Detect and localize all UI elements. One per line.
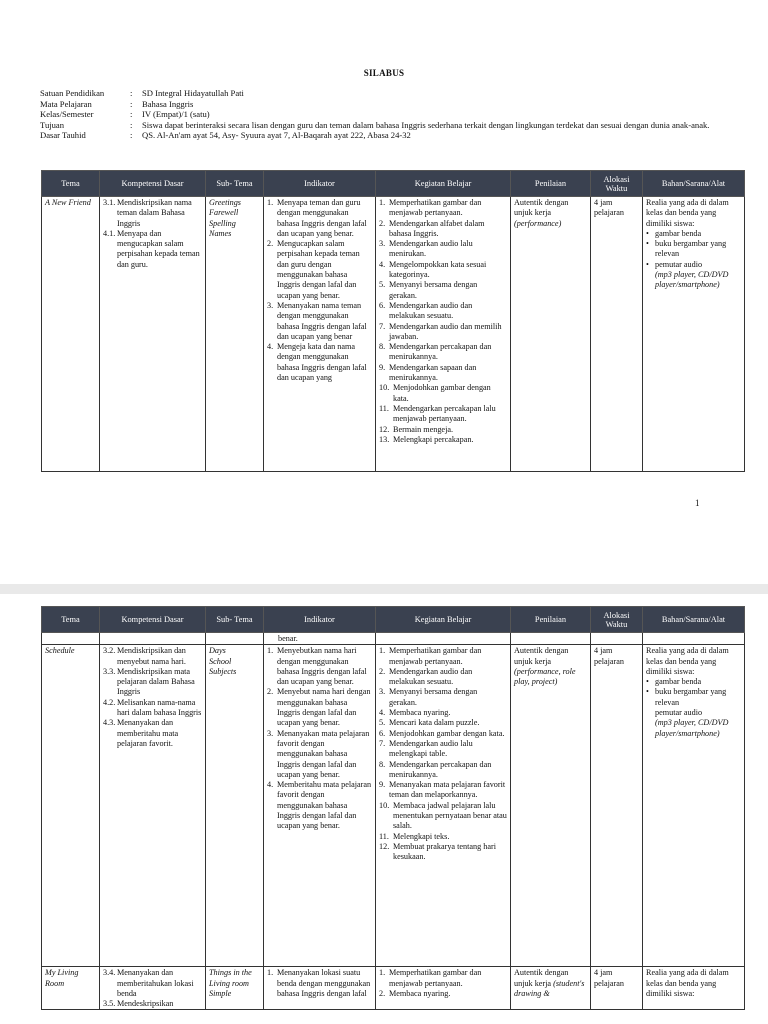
kegiatan-number: 8. — [379, 759, 386, 769]
header-indikator: Indikator — [264, 607, 376, 633]
bahan-devices: (mp3 player, CD/DVD player/smartphone) — [655, 718, 729, 738]
kompetensi-text: Mendiskripsikan mata pelajaran dalam Bahasa Inggris — [117, 666, 195, 697]
sub-tema-item: Greetings — [209, 198, 241, 207]
document-title: SILABUS — [363, 68, 405, 78]
header-bahan: Bahan/Sarana/Alat — [643, 171, 745, 197]
kegiatan-item — [379, 718, 507, 728]
continuation-text: benar. — [264, 633, 376, 645]
alokasi-cell: 4 jam pelajaran — [591, 197, 643, 472]
indikator-text: Mengeja kata dan nama dengan menggunakan bahasa Inggris dengan lafal dan ucapan yang — [277, 342, 367, 383]
penilaian-type: (performance) — [514, 218, 562, 228]
header-tema: Tema — [42, 171, 100, 197]
header-sub-tema: Sub- Tema — [206, 171, 264, 197]
kegiatan-number: 1. — [379, 646, 386, 656]
meta-colon: : — [130, 109, 133, 119]
indikator-number: 2. — [267, 687, 274, 697]
kompetensi-number: 3.2. — [103, 646, 116, 656]
bahan-cell — [643, 197, 745, 472]
penilaian-text: Autentik dengan unjuk kerja — [514, 646, 569, 666]
kegiatan-number: 3. — [379, 239, 386, 249]
document-page-2 — [0, 594, 768, 1024]
meta-label: Mata Pelajaran — [40, 98, 92, 109]
header-alokasi-waktu: Alokasi Waktu — [591, 607, 643, 633]
penilaian-text: Autentik dengan unjuk kerja — [514, 198, 569, 218]
kegiatan-text: Melengkapi teks. — [393, 831, 450, 841]
bahan-item-text: buku bergambar yang relevan — [655, 687, 727, 707]
kegiatan-item — [379, 383, 507, 404]
kegiatan-number: 9. — [379, 780, 386, 790]
sub-tema-item: Days — [209, 646, 226, 656]
kegiatan-number: 8. — [379, 342, 386, 352]
meta-value: QS. Al-An'am ayat 54, Asy- Syuura ayat 7, Al-Baqarah ayat 222, Abasa 24-32 — [142, 130, 411, 140]
kegiatan-item — [379, 404, 507, 425]
bahan-item-text: pemutar audio — [655, 259, 703, 269]
kompetensi-cell — [100, 197, 206, 472]
meta-value: Siswa dapat berinteraksi secara lisan dengan guru dan teman dalam bahasa Inggris sederhana terkait dengan lingkungan terdekat dan sesuai dengan dunia anak-anak. — [142, 119, 710, 130]
bahan-item-text: gambar benda — [655, 228, 702, 238]
bullet-icon: • — [646, 677, 649, 687]
kegiatan-text: Mendengarkan percakapan dan menirukannya. — [389, 342, 492, 362]
bahan-item — [646, 677, 741, 687]
indikator-number: 1. — [267, 646, 274, 656]
header-kegiatan-belajar: Kegiatan Belajar — [376, 171, 511, 197]
kegiatan-item — [379, 646, 507, 667]
bullet-icon: • — [646, 687, 649, 697]
kompetensi-text: Mendiskripsikan dan menyebut nama hari. — [117, 646, 186, 666]
meta-colon: : — [130, 130, 133, 140]
header-bahan: Bahan/Sarana/Alat — [643, 607, 745, 633]
kegiatan-text: Menyanyi bersama dengan gerakan. — [389, 687, 478, 707]
kegiatan-item — [379, 363, 507, 384]
bahan-intro: Realia yang ada di dalam kelas dan benda yang dimiliki siswa: — [646, 646, 729, 676]
indikator-text: Menanyakan nama teman dengan menggunakan bahasa Inggris dengan lafal dan ucapan yang benar — [277, 300, 367, 341]
syllabus-meta — [40, 88, 740, 141]
kegiatan-text: Membaca nyaring. — [389, 708, 451, 718]
indikator-text: Menyebut nama hari dengan menggunakan bahasa Inggris dengan lafal dan ucapan yang benar. — [277, 687, 371, 728]
header-kegiatan-belajar: Kegiatan Belajar — [376, 607, 511, 633]
kegiatan-item — [379, 739, 507, 760]
kegiatan-number: 6. — [379, 300, 386, 310]
kompetensi-text: Mendeskripsikan — [117, 999, 174, 1009]
kegiatan-text: Menanyakan mata pelajaran favorit teman dan melaporkannya. — [389, 780, 506, 800]
kompetensi-item — [103, 968, 202, 999]
kompetensi-item — [103, 229, 202, 270]
indikator-number: 4. — [267, 780, 274, 790]
bahan-item — [646, 260, 741, 270]
kegiatan-text: Mendengarkan audio lalu menirukan. — [389, 239, 473, 259]
bahan-devices: (mp3 player, CD/DVD player/smartphone) — [655, 270, 729, 290]
kompetensi-item — [103, 198, 202, 229]
header-sub-tema: Sub- Tema — [206, 607, 264, 633]
bullet-icon: • — [646, 228, 649, 238]
meta-row — [40, 109, 740, 120]
meta-label: Dasar Tauhid — [40, 130, 86, 140]
meta-row — [40, 120, 740, 131]
kegiatan-item — [379, 832, 507, 842]
kegiatan-number: 9. — [379, 362, 386, 372]
kompetensi-text: Menanyakan dan memberitahu mata pelajaran favorit. — [117, 718, 179, 748]
kompetensi-item — [103, 718, 202, 749]
kegiatan-item — [379, 989, 507, 999]
indikator-cell — [264, 967, 376, 1010]
kegiatan-item — [379, 968, 507, 989]
sub-tema-item: Spelling — [209, 218, 236, 228]
tema-cell: A New Friend — [42, 197, 100, 472]
kompetensi-number: 4.2. — [103, 697, 116, 707]
table-header-row — [42, 171, 745, 197]
sub-tema-item: School — [209, 656, 232, 666]
kegiatan-text: Mendengarkan audio dan melakukan sesuatu. — [389, 666, 473, 687]
kegiatan-number: 3. — [379, 687, 386, 697]
kompetensi-number: 4.3. — [103, 718, 116, 728]
kegiatan-cell — [376, 197, 511, 472]
sub-tema-item: Farewell — [209, 208, 239, 218]
sub-tema-item: Simple — [209, 988, 232, 998]
indikator-text: Menyebutkan nama hari dengan menggunakan bahasa Inggris dengan lafal dan ucapan yang benar. — [277, 646, 367, 687]
header-kompetensi-dasar: Kompetensi Dasar — [100, 171, 206, 197]
kegiatan-text: Memperhatikan gambar dan menjawab pertanyaan. — [389, 646, 482, 666]
meta-colon: : — [130, 119, 133, 130]
kegiatan-text: Mendengarkan percakapan lalu menjawab pertanyaan. — [393, 403, 496, 424]
meta-label: Kelas/Semester — [40, 109, 94, 119]
kegiatan-number: 7. — [379, 738, 386, 748]
syllabus-table-continued — [41, 606, 745, 1010]
kegiatan-item — [379, 280, 507, 301]
kegiatan-item — [379, 260, 507, 281]
page-number: 1 — [695, 498, 700, 508]
kegiatan-number: 2. — [379, 666, 386, 676]
kegiatan-text: Mendengarkan audio lalu melengkapi table. — [389, 738, 473, 759]
sub-tema-item: Things in the Living room — [209, 968, 252, 988]
indikator-cell — [264, 197, 376, 472]
sub-tema-item: Names — [209, 228, 232, 238]
kegiatan-text: Membuat prakarya tentang hari kesukaan. — [393, 841, 496, 862]
indikator-cell — [264, 645, 376, 967]
meta-label: Satuan Pendidikan — [40, 88, 105, 98]
kegiatan-text: Mengelompokkan kata sesuai kategorinya. — [389, 259, 487, 280]
kegiatan-number: 12. — [379, 424, 390, 434]
kegiatan-number: 6. — [379, 728, 386, 738]
kegiatan-text: Mendengarkan audio dan memilih jawaban. — [389, 321, 502, 341]
indikator-item — [267, 301, 372, 342]
meta-colon: : — [130, 98, 133, 109]
kegiatan-text: Mendengarkan alfabet dalam bahasa Inggris. — [389, 218, 485, 238]
header-kompetensi-dasar: Kompetensi Dasar — [100, 607, 206, 633]
kegiatan-text: Melengkapi percakapan. — [393, 434, 474, 444]
kegiatan-item — [379, 667, 507, 688]
penilaian-cell — [511, 967, 591, 1010]
kegiatan-text: Menyanyi bersama dengan gerakan. — [389, 280, 478, 300]
meta-label: Tujuan — [40, 119, 65, 130]
kompetensi-number: 3.5. — [103, 999, 116, 1009]
alokasi-cell: 4 jam pelajaran — [591, 645, 643, 967]
indikator-item — [267, 239, 372, 301]
bahan-cell — [643, 967, 745, 1010]
kegiatan-number: 1. — [379, 198, 386, 207]
bahan-intro: Realia yang ada di dalam kelas dan benda yang dimiliki siswa: — [646, 198, 729, 228]
tema-cell: My Living Room — [42, 967, 100, 1010]
indikator-number: 4. — [267, 342, 274, 352]
indikator-number: 1. — [267, 968, 274, 978]
indikator-number: 2. — [267, 239, 274, 249]
kegiatan-item — [379, 708, 507, 718]
bahan-item — [646, 229, 741, 239]
header-indikator: Indikator — [264, 171, 376, 197]
kompetensi-cell — [100, 967, 206, 1010]
kegiatan-text: Memperhatikan gambar dan menjawab pertanyaan. — [389, 198, 482, 218]
indikator-text: Memberitahu mata pelajaran favorit dengan menggunakan bahasa Inggris dengan lafal dan ucapan yang benar. — [277, 780, 372, 831]
indikator-text: Menanyakan mata pelajaran favorit dengan menggunakan bahasa Inggris dengan lafal dan ucapan yang benar. — [277, 728, 370, 779]
table-row — [42, 967, 745, 1010]
kompetensi-item — [103, 646, 202, 667]
kegiatan-item — [379, 801, 507, 832]
meta-value: IV (Empat)/1 (satu) — [142, 109, 210, 119]
kegiatan-cell — [376, 967, 511, 1010]
meta-value: Bahasa Inggris — [142, 98, 194, 109]
kegiatan-text: Mendengarkan audio dan melakukan sesuatu. — [389, 300, 473, 321]
kegiatan-item — [379, 322, 507, 343]
kompetensi-item — [103, 999, 202, 1009]
header-penilaian: Penilaian — [511, 607, 591, 633]
kompetensi-cell — [100, 645, 206, 967]
kegiatan-text: Mendengarkan percakapan dan menirukannya. — [389, 759, 492, 779]
table-row — [42, 197, 745, 472]
indikator-item — [267, 729, 372, 780]
bahan-item — [646, 239, 741, 260]
sub-tema-cell — [206, 967, 264, 1010]
penilaian-cell — [511, 645, 591, 967]
bahan-intro: Realia yang ada di dalam kelas dan benda yang dimiliki siswa: — [646, 968, 729, 998]
kompetensi-text: Melisankan nama-nama hari dalam bahasa Inggris — [117, 697, 202, 718]
bullet-icon: • — [646, 239, 649, 249]
kegiatan-item — [379, 760, 507, 781]
kegiatan-text: Menjodohkan gambar dengan kata. — [389, 728, 505, 738]
kegiatan-number: 12. — [379, 841, 390, 851]
kegiatan-number: 13. — [379, 434, 390, 444]
kegiatan-item — [379, 219, 507, 240]
indikator-text: Mengucapkan salam perpisahan kepada teman dan guru dengan menggunakan bahasa Inggris dengan lafal dan ucapan yang benar. — [277, 239, 360, 300]
kegiatan-number: 2. — [379, 218, 386, 228]
kompetensi-item — [103, 698, 202, 719]
kegiatan-number: 2. — [379, 988, 386, 998]
kegiatan-number: 10. — [379, 800, 390, 810]
kompetensi-number: 3.1. — [103, 198, 116, 207]
kompetensi-number: 3.4. — [103, 968, 116, 978]
indikator-item — [267, 780, 372, 831]
indikator-item — [267, 968, 372, 999]
kegiatan-item — [379, 435, 507, 445]
indikator-item — [267, 342, 372, 383]
kegiatan-number: 4. — [379, 708, 386, 718]
kegiatan-number: 5. — [379, 718, 386, 728]
kompetensi-text: Mendiskripsikan nama teman dalam Bahasa Inggris — [117, 198, 192, 228]
kegiatan-item — [379, 687, 507, 708]
kompetensi-text: Menanyakan dan memberitahukan lokasi benda — [117, 968, 194, 998]
kegiatan-text: Bermain mengeja. — [393, 424, 454, 434]
header-penilaian: Penilaian — [511, 171, 591, 197]
kegiatan-number: 5. — [379, 280, 386, 290]
kegiatan-text: Menjodohkan gambar dengan kata. — [393, 383, 491, 403]
bahan-item — [646, 687, 741, 708]
kegiatan-item — [379, 780, 507, 801]
indikator-number: 3. — [267, 300, 274, 310]
kegiatan-item — [379, 239, 507, 260]
sub-tema-cell — [206, 197, 264, 472]
indikator-text: Menyapa teman dan guru dengan menggunakan bahasa Inggris dengan lafal dan ucapan yang benar. — [277, 198, 367, 238]
table-row-continuation — [42, 633, 745, 645]
sub-tema-cell — [206, 645, 264, 967]
kegiatan-text: Membaca nyaring. — [389, 988, 451, 998]
kegiatan-number: 11. — [379, 403, 389, 413]
meta-value: SD Integral Hidayatullah Pati — [142, 88, 244, 98]
bahan-item-text: gambar benda — [655, 677, 702, 687]
bahan-item-text: buku bergambar yang relevan — [655, 239, 727, 259]
kegiatan-text: Mendengarkan sapaan dan menirukannya. — [389, 362, 477, 383]
kegiatan-item — [379, 198, 507, 219]
kegiatan-text: Mencari kata dalam puzzle. — [389, 718, 480, 728]
indikator-item — [267, 687, 372, 728]
bahan-tail: pemutar audio — [655, 708, 703, 718]
bahan-cell — [643, 645, 745, 967]
penilaian-text: Autentik dengan unjuk kerja — [514, 968, 569, 988]
kompetensi-number: 4.1. — [103, 228, 116, 238]
bullet-icon: • — [646, 259, 649, 269]
syllabus-table — [41, 170, 745, 472]
penilaian-type: (student's drawing & — [514, 978, 585, 998]
sub-tema-item: Subjects — [209, 666, 237, 676]
kegiatan-item — [379, 301, 507, 322]
kegiatan-item — [379, 342, 507, 363]
table-row — [42, 645, 745, 967]
meta-row — [40, 99, 740, 110]
tema-cell: Schedule — [42, 645, 100, 967]
indikator-number: 3. — [267, 728, 274, 738]
kegiatan-number: 1. — [379, 968, 386, 978]
indikator-text: Menanyakan lokasi suatu benda dengan menggunakan bahasa Inggris dengan lafal — [277, 968, 371, 998]
kegiatan-item — [379, 729, 507, 739]
table-header-row — [42, 607, 745, 633]
kompetensi-number: 3.3. — [103, 666, 116, 676]
penilaian-cell — [511, 197, 591, 472]
penilaian-type: (performance, role play, project) — [514, 666, 576, 687]
meta-row — [40, 130, 740, 141]
header-alokasi-waktu: Alokasi Waktu — [591, 171, 643, 197]
kegiatan-number: 7. — [379, 321, 386, 331]
header-tema: Tema — [42, 607, 100, 633]
kompetensi-text: Menyapa dan mengucapkan salam perpisahan kepada teman dan guru. — [117, 228, 200, 269]
kegiatan-text: Memperhatikan gambar dan menjawab pertanyaan. — [389, 968, 482, 988]
meta-row — [40, 88, 740, 99]
kegiatan-number: 11. — [379, 831, 389, 841]
kegiatan-text: Membaca jadwal pelajaran lalu menentukan pernyataan benar atau salah. — [393, 800, 507, 831]
kegiatan-item — [379, 842, 507, 863]
kegiatan-number: 4. — [379, 259, 386, 269]
kegiatan-item — [379, 425, 507, 435]
indikator-number: 1. — [267, 198, 274, 207]
kegiatan-cell — [376, 645, 511, 967]
kegiatan-number: 10. — [379, 383, 390, 393]
kompetensi-item — [103, 667, 202, 698]
indikator-item — [267, 198, 372, 239]
indikator-item — [267, 646, 372, 687]
meta-colon: : — [130, 88, 133, 98]
alokasi-cell: 4 jam pelajaran — [591, 967, 643, 1010]
